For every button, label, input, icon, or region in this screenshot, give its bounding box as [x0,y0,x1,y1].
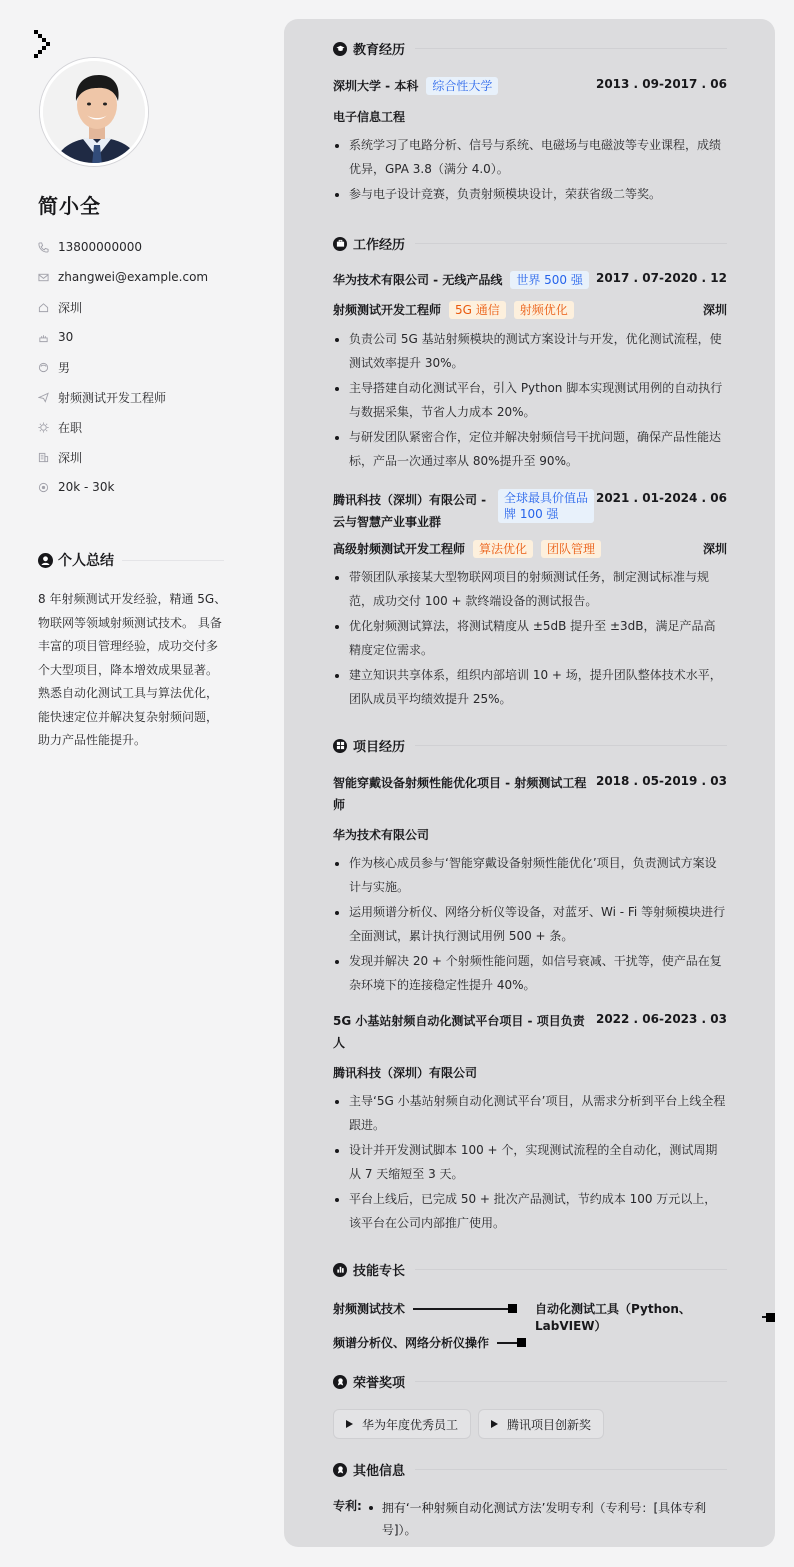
skill-level-knob [517,1338,526,1347]
list-item: 系统学习了电路分析、信号与系统、电磁场与电磁波等专业课程，成绩优异，GPA 3.8（满分 4.0）。 [333,134,727,181]
building-icon [38,452,49,463]
job-date: 2021 . 01-2024 . 06 [595,491,727,505]
info-work-city: 深圳 [38,442,208,472]
info-position: 射频测试开发工程师 [38,382,208,412]
skill-level-knob [766,1313,775,1322]
play-icon [491,1420,498,1428]
project-org: 腾讯科技（深圳）有限公司 [333,1066,478,1080]
list-item: 负责公司 5G 基站射频模块的测试方案设计与开发，优化测试流程，使测试效率提升 30%。 [333,328,727,375]
mail-icon [38,272,49,283]
avatar [40,58,148,166]
info-status: 在职 [38,412,208,442]
job-location: 深圳 [702,542,727,556]
info-age: 30 [38,322,208,352]
skill-level-bar [413,1308,508,1310]
project-org-row [333,1064,727,1081]
divider [415,48,727,49]
list-item: 平台上线后，已完成 50 + 批次产品测试，节约成本 100 万元以上，该平台在公司内部推广使用。 [333,1188,727,1235]
job-role: 射频测试开发工程师 [333,303,442,317]
company-name: 华为技术有限公司 - 无线产品线 [333,273,503,287]
project-bullets [333,852,727,999]
work-heading: 工作经历 [333,234,727,253]
award-item: 腾讯项目创新奖 [478,1409,604,1439]
contact-info-list [38,232,208,502]
other-label: 专利: [333,1499,362,1513]
info-gender: 男 [38,352,208,382]
project-row [333,772,727,816]
skill-tag: 团队管理 [541,540,601,558]
projects-heading: 项目经历 [333,736,727,755]
job-row [333,271,727,289]
list-item: 主导搭建自动化测试平台，引入 Python 脚本实现测试用例的自动执行与数据采集，节省人力成本 20%。 [333,377,727,424]
awards-heading: 荣誉奖项 [333,1372,727,1391]
skill-tag: 算法优化 [473,540,533,558]
award-icon [333,1375,347,1389]
skill-item [333,1334,526,1351]
other-text: 拥有‘一种射频自动化测试方法’发明专利（专利号：[具体专利号]）。 [362,1497,727,1541]
info-city: 深圳 [38,292,208,322]
skill-tag: 5G 通信 [449,301,506,319]
project-name: 5G 小基站射频自动化测试平台项目 - 项目负责人 [333,1014,585,1050]
list-item: 主导‘5G 小基站射频自动化测试平台’项目，从需求分析到平台上线全程跟进。 [333,1090,727,1137]
education-heading: 教育经历 [333,39,727,58]
list-item: 设计并开发测试脚本 100 + 个，实现测试流程的全自动化，测试周期从 7 天缩短至 3 天。 [333,1139,727,1186]
summary-heading: 个人总结 [38,550,224,570]
divider [415,1269,727,1270]
project-org-row [333,826,727,843]
education-bullets [333,134,727,209]
company-name: 腾讯科技（深圳）有限公司 - 云与智慧产业事业群 [333,493,487,529]
skill-name: 自动化测试工具（Python、LabVIEW） [535,1302,691,1333]
logo-icon [32,30,52,58]
job-role: 高级射频测试开发工程师 [333,542,466,556]
role-row [333,301,727,319]
gender-icon [38,362,49,373]
job-date: 2017 . 07-2020 . 12 [595,271,727,285]
divider [415,1381,727,1382]
role-row [333,540,727,558]
list-item: 带领团队承接某大型物联网项目的射频测试任务，制定测试标准与规范，成功交付 100 + 款终端设备的测试报告。 [333,566,727,613]
job-row [333,489,727,533]
list-item: 参与电子设计竞赛，负责射频模块设计，荣获省级二等奖。 [333,183,727,207]
education-date: 2013 . 09-2017 . 06 [595,77,727,91]
skill-item [333,1300,517,1317]
divider [415,1469,727,1470]
divider [122,560,224,561]
info-salary: 20k - 30k [38,472,208,502]
skill-tag: 射频优化 [514,301,574,319]
user-icon [38,553,53,568]
list-item: 优化射频测试算法，将测试精度从 ±5dB 提升至 ±3dB，满足产品高精度定位需求。 [333,615,727,662]
skill-name: 射频测试技术 [333,1302,406,1316]
skill-name: 频谱分析仪、网络分析仪操作 [333,1336,490,1350]
profile-name: 简小全 [38,194,101,218]
project-org: 华为技术有限公司 [333,828,430,842]
summary-text: 8 年射频测试开发经验，精通 5G、物联网等领域射频测试技术。 具备丰富的项目管理经验，成功交付多个大型项目，降本增效成果显著。熟悉自动化测试工具与算法优化，能快速定位并解决复杂射频问题，助力产品性能提升。 [38,592,227,747]
company-tag: 世界 500 强 [510,271,589,289]
send-icon [38,392,49,403]
sidebar [0,0,270,1567]
bar-chart-icon [333,1263,347,1277]
grid-icon [333,739,347,753]
major: 电子信息工程 [333,110,406,124]
salary-icon [38,482,49,493]
education-row [333,77,727,95]
skill-level-knob [508,1304,517,1313]
other-info [333,1497,727,1541]
other-heading: 其他信息 [333,1460,727,1479]
skill-item [535,1300,775,1334]
project-date: 2018 . 05-2019 . 03 [595,774,727,788]
list-item: 建立知识共享体系，组织内部培训 10 + 场，提升团队整体技术水平，团队成员平均绩效提升 25%。 [333,664,727,711]
briefcase-icon [333,237,347,251]
divider [415,745,727,746]
company-tag: 全球最具价值品牌 100 强 [498,489,594,523]
play-icon [346,1420,353,1428]
major-row [333,108,727,125]
job-bullets [333,328,727,475]
info-email: zhangwei@example.com [38,262,208,292]
project-row [333,1010,727,1054]
list-item: 运用频谱分析仪、网络分析仪等设备，对蓝牙、Wi - Fi 等射频模块进行全面测试，累计执行测试用例 500 + 条。 [333,901,727,948]
job-bullets [333,566,727,713]
status-icon [38,422,49,433]
phone-icon [38,242,49,253]
age-icon [38,332,49,343]
main-panel [284,19,775,1547]
award-item: 华为年度优秀员工 [333,1409,471,1439]
graduation-cap-icon [333,42,347,56]
skill-level-bar [497,1342,517,1344]
info-phone: 13800000000 [38,232,208,262]
award-icon [333,1463,347,1477]
list-item: 与研发团队紧密合作，定位并解决射频信号干扰问题，确保产品性能达标，产品一次通过率从 80%提升至 90%。 [333,426,727,473]
job-location: 深圳 [702,303,727,317]
project-bullets [333,1090,727,1237]
list-item: 发现并解决 20 + 个射频性能问题，如信号衰减、干扰等，使产品在复杂环境下的连接稳定性提升 40%。 [333,950,727,997]
divider [415,243,727,244]
project-date: 2022 . 06-2023 . 03 [595,1012,727,1026]
school-tag: 综合性大学 [426,77,498,95]
skills-heading: 技能专长 [333,1260,727,1279]
project-name: 智能穿戴设备射频性能优化项目 - 射频测试工程师 [333,776,587,812]
home-icon [38,302,49,313]
school-name: 深圳大学 - 本科 [333,79,419,93]
list-item: 作为核心成员参与‘智能穿戴设备射频性能优化’项目，负责测试方案设计与实施。 [333,852,727,899]
